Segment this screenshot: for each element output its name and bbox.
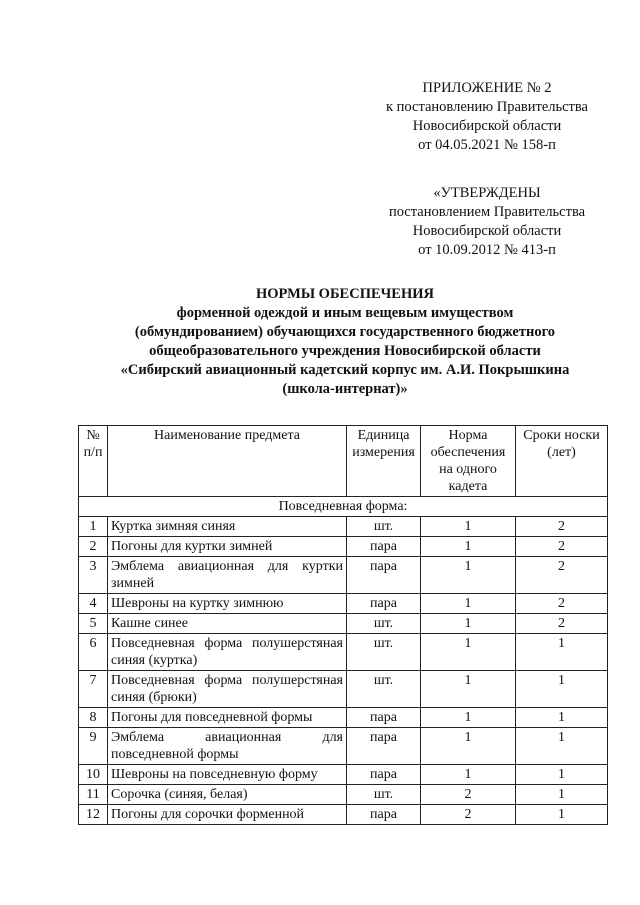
row-qty: 1 (421, 594, 516, 614)
row-name: Повседневная форма полушерстяная синяя (брюки) (108, 671, 347, 708)
row-unit: пара (347, 557, 421, 594)
row-name: Шевроны на куртку зимнюю (108, 594, 347, 614)
row-qty: 2 (421, 805, 516, 825)
row-qty: 1 (421, 708, 516, 728)
row-name: Шевроны на повседневную форму (108, 765, 347, 785)
row-unit: шт. (347, 634, 421, 671)
row-term: 1 (516, 765, 608, 785)
row-unit: шт. (347, 517, 421, 537)
row-name: Эмблема авиационная для куртки зимней (108, 557, 347, 594)
appendix-date-number: от 04.05.2021 № 158-п (418, 137, 556, 153)
row-unit: шт. (347, 671, 421, 708)
row-term: 1 (516, 634, 608, 671)
row-unit: шт. (347, 614, 421, 634)
table-row (79, 671, 608, 708)
row-qty: 2 (421, 785, 516, 805)
row-qty: 1 (421, 517, 516, 537)
heading-line-3: (обмундированием) обучающихся государственного бюджетного (134, 324, 556, 340)
row-term: 1 (516, 785, 608, 805)
approved-date-number: от 10.09.2012 № 413-п (418, 242, 556, 258)
row-num: 5 (79, 614, 108, 634)
table-row (79, 708, 608, 728)
row-term: 2 (516, 557, 608, 594)
row-qty: 1 (421, 671, 516, 708)
heading-line-4: общеобразовательного учреждения Новосибирской области (149, 343, 541, 359)
approved-title: «УТВЕРЖДЕНЫ (433, 185, 541, 201)
table-row (79, 594, 608, 614)
appendix-region: Новосибирской области (412, 118, 562, 134)
row-unit: пара (347, 594, 421, 614)
row-num: 9 (79, 728, 108, 765)
table-row (79, 614, 608, 634)
row-name: Погоны для куртки зимней (108, 537, 347, 557)
row-qty: 1 (421, 537, 516, 557)
row-num: 10 (79, 765, 108, 785)
table-header-row (79, 426, 608, 497)
row-num: 8 (79, 708, 108, 728)
row-term: 2 (516, 594, 608, 614)
table-row (79, 537, 608, 557)
approved-block (367, 184, 607, 260)
row-term: 1 (516, 805, 608, 825)
row-term: 1 (516, 708, 608, 728)
heading-line-6: (школа-интернат)» (282, 381, 408, 397)
row-name: Куртка зимняя синяя (108, 517, 347, 537)
appendix-resolution: к постановлению Правительства (386, 99, 588, 115)
row-name: Погоны для повседневной формы (108, 708, 347, 728)
row-qty: 1 (421, 634, 516, 671)
row-num: 11 (79, 785, 108, 805)
row-term: 2 (516, 517, 608, 537)
row-term: 1 (516, 671, 608, 708)
row-term: 2 (516, 537, 608, 557)
document-heading (70, 285, 620, 399)
row-qty: 1 (421, 557, 516, 594)
row-num: 6 (79, 634, 108, 671)
appendix-title: ПРИЛОЖЕНИЕ № 2 (422, 80, 552, 96)
section-row (79, 497, 608, 517)
appendix-block (367, 79, 607, 155)
section-title: Повседневная форма: (79, 497, 608, 517)
row-unit: пара (347, 708, 421, 728)
table-row (79, 557, 608, 594)
row-qty: 1 (421, 614, 516, 634)
header-qty: Норма обеспечения на одного кадета (421, 426, 516, 497)
table-row (79, 634, 608, 671)
row-unit: пара (347, 805, 421, 825)
row-unit: шт. (347, 785, 421, 805)
row-num: 4 (79, 594, 108, 614)
row-term: 2 (516, 614, 608, 634)
table-row (79, 785, 608, 805)
row-num: 12 (79, 805, 108, 825)
row-qty: 1 (421, 728, 516, 765)
row-name: Эмблема авиационная для повседневной формы (108, 728, 347, 765)
header-term: Сроки носки (лет) (516, 426, 608, 497)
row-name: Сорочка (синяя, белая) (108, 785, 347, 805)
norms-table (78, 425, 608, 825)
row-name: Повседневная форма полушерстяная синяя (куртка) (108, 634, 347, 671)
row-unit: пара (347, 537, 421, 557)
row-qty: 1 (421, 765, 516, 785)
table-row (79, 805, 608, 825)
table-row (79, 728, 608, 765)
row-num: 1 (79, 517, 108, 537)
header-unit: Единица измерения (347, 426, 421, 497)
row-num: 7 (79, 671, 108, 708)
row-num: 2 (79, 537, 108, 557)
heading-line-2: форменной одеждой и иным вещевым имуществом (176, 305, 514, 321)
row-name: Кашне синее (108, 614, 347, 634)
table-row (79, 517, 608, 537)
approved-region: Новосибирской области (412, 223, 562, 239)
heading-title: НОРМЫ ОБЕСПЕЧЕНИЯ (256, 286, 434, 302)
heading-line-5: «Сибирский авиационный кадетский корпус им. А.И. Покрышкина (120, 362, 570, 378)
approved-resolution: постановлением Правительства (388, 204, 586, 220)
row-unit: пара (347, 765, 421, 785)
table-row (79, 765, 608, 785)
header-num: № п/п (79, 426, 108, 497)
row-unit: пара (347, 728, 421, 765)
row-term: 1 (516, 728, 608, 765)
row-name: Погоны для сорочки форменной (108, 805, 347, 825)
row-num: 3 (79, 557, 108, 594)
header-name: Наименование предмета (108, 426, 347, 497)
